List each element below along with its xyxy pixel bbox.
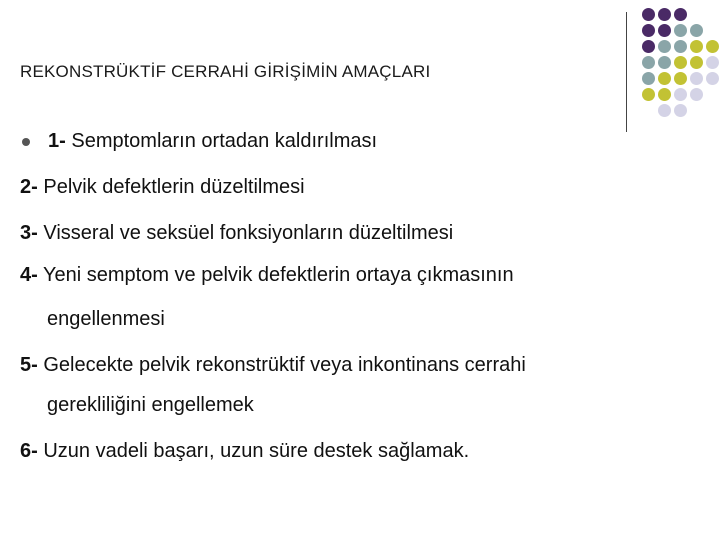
decor-dot — [690, 72, 703, 85]
list-item — [20, 222, 453, 245]
decor-dot — [690, 88, 703, 101]
decorative-dot-grid — [638, 8, 720, 120]
decor-dot — [658, 40, 671, 53]
item-number: 5- — [20, 354, 38, 376]
decor-dot — [674, 72, 687, 85]
decor-dot — [690, 56, 703, 69]
list-item — [20, 440, 469, 463]
item-text: Semptomların ortadan kaldırılması — [71, 130, 378, 152]
item-text: Visseral ve seksüel fonksiyonların düzeltilmesi — [43, 222, 454, 244]
decor-dot — [674, 56, 687, 69]
decor-dot — [658, 56, 671, 69]
decor-dot — [674, 104, 687, 117]
decor-dot — [642, 88, 655, 101]
item-number: 1- — [48, 130, 66, 152]
list-item — [20, 176, 305, 199]
list-item — [20, 354, 526, 377]
decor-dot — [642, 72, 655, 85]
decor-dot — [690, 24, 703, 37]
decor-dot — [706, 72, 719, 85]
vertical-divider — [626, 12, 627, 132]
decor-dot — [674, 24, 687, 37]
decor-dot — [642, 40, 655, 53]
item-number: 4- — [20, 264, 38, 286]
item-number: 6- — [20, 440, 38, 462]
item-text: Pelvik defektlerin düzeltilmesi — [43, 176, 305, 198]
list-item-continuation: engellenmesi — [47, 308, 165, 330]
decor-dot — [642, 8, 655, 21]
decor-dot — [706, 40, 719, 53]
decor-dot — [658, 24, 671, 37]
decor-dot — [674, 40, 687, 53]
page-title: REKONSTRÜKTİF CERRAHİ GİRİŞİMİN AMAÇLARI — [20, 62, 431, 81]
decor-dot — [706, 56, 719, 69]
decor-dot — [658, 8, 671, 21]
decor-dot — [674, 88, 687, 101]
item-text: Uzun vadeli başarı, uzun süre destek sağlamak. — [43, 440, 470, 462]
list-item — [20, 264, 514, 287]
decor-dot — [642, 24, 655, 37]
decor-dot — [658, 72, 671, 85]
decor-dot — [658, 104, 671, 117]
decor-dot — [642, 56, 655, 69]
decor-dot — [674, 8, 687, 21]
item-text: Yeni semptom ve pelvik defektlerin ortaya çıkmasının — [43, 264, 514, 286]
item-text: Gelecekte pelvik rekonstrüktif veya inkontinans cerrahi — [43, 354, 526, 376]
item-number: 3- — [20, 222, 38, 244]
list-item — [48, 130, 377, 153]
bullet-dot — [22, 138, 30, 146]
item-number: 2- — [20, 176, 38, 198]
decor-dot — [658, 88, 671, 101]
decor-dot — [690, 40, 703, 53]
list-item-continuation: gerekliliğini engellemek — [47, 394, 254, 416]
